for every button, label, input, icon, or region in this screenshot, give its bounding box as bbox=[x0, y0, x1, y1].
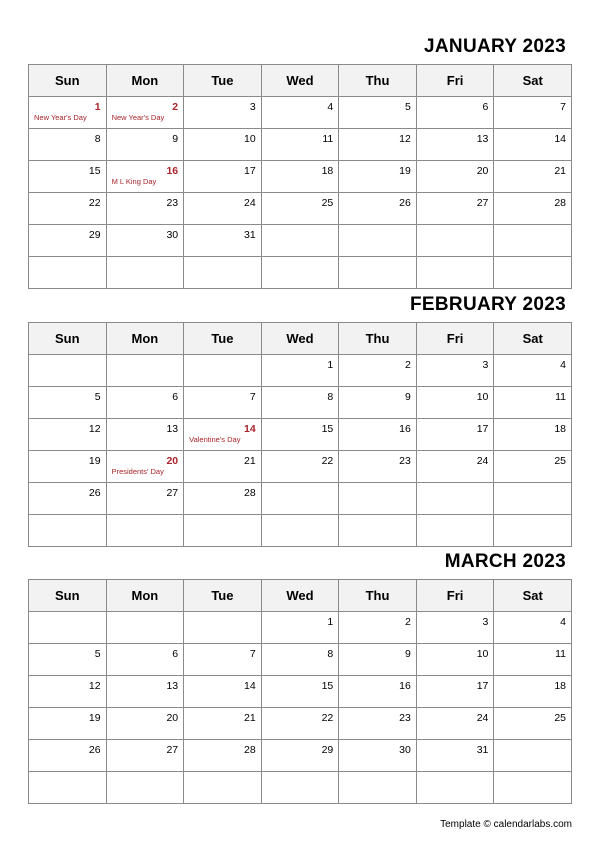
day-cell bbox=[339, 644, 417, 676]
day-cell bbox=[184, 161, 262, 193]
day-number: 26 bbox=[399, 197, 411, 209]
calendar-grid bbox=[28, 64, 572, 289]
day-cell bbox=[416, 225, 494, 257]
day-cell bbox=[261, 483, 339, 515]
week-row bbox=[29, 355, 572, 387]
day-cell bbox=[106, 129, 184, 161]
weekday-header: Thu bbox=[339, 323, 417, 355]
day-number: 9 bbox=[404, 648, 411, 660]
day-number: 3 bbox=[482, 616, 489, 628]
day-cell bbox=[184, 708, 262, 740]
day-cell bbox=[494, 129, 572, 161]
day-cell bbox=[416, 257, 494, 289]
day-number: 30 bbox=[166, 229, 179, 241]
day-cell bbox=[184, 772, 262, 804]
day-cell bbox=[29, 419, 107, 451]
day-number: 27 bbox=[166, 487, 179, 499]
day-cell bbox=[261, 355, 339, 387]
day-number: 11 bbox=[322, 133, 334, 145]
day-cell bbox=[339, 193, 417, 225]
day-cell bbox=[339, 225, 417, 257]
day-number: 3 bbox=[249, 101, 256, 113]
day-cell bbox=[184, 193, 262, 225]
day-cell bbox=[106, 708, 184, 740]
day-cell bbox=[106, 676, 184, 708]
day-cell bbox=[29, 515, 107, 547]
day-number: 3 bbox=[482, 359, 489, 371]
day-cell bbox=[261, 740, 339, 772]
day-cell bbox=[106, 193, 184, 225]
day-cell bbox=[494, 676, 572, 708]
week-row bbox=[29, 708, 572, 740]
day-cell bbox=[339, 257, 417, 289]
day-cell bbox=[339, 129, 417, 161]
day-cell bbox=[261, 515, 339, 547]
day-cell bbox=[416, 355, 494, 387]
day-cell bbox=[184, 225, 262, 257]
weekday-header: Thu bbox=[339, 65, 417, 97]
day-cell bbox=[494, 451, 572, 483]
day-number: 31 bbox=[244, 229, 256, 241]
month-title: FEBRUARY 2023 bbox=[410, 294, 566, 315]
day-cell bbox=[494, 644, 572, 676]
weekday-header: Sun bbox=[29, 580, 107, 612]
day-number: 11 bbox=[555, 391, 566, 403]
day-number: 15 bbox=[88, 165, 101, 177]
weekday-header: Wed bbox=[261, 580, 339, 612]
day-number: 21 bbox=[554, 165, 566, 177]
day-cell bbox=[261, 161, 339, 193]
day-cell bbox=[416, 419, 494, 451]
calendar-grid bbox=[28, 322, 572, 547]
day-cell bbox=[106, 419, 184, 451]
day-number: 6 bbox=[172, 391, 179, 403]
week-row bbox=[29, 419, 572, 451]
day-cell bbox=[106, 257, 184, 289]
weekday-header: Wed bbox=[261, 65, 339, 97]
weekday-header: Fri bbox=[416, 65, 494, 97]
day-cell bbox=[416, 708, 494, 740]
day-cell bbox=[184, 451, 262, 483]
day-number: 29 bbox=[321, 744, 334, 756]
day-cell bbox=[494, 515, 572, 547]
day-number: 19 bbox=[88, 455, 101, 467]
day-cell bbox=[261, 708, 339, 740]
day-cell bbox=[416, 161, 494, 193]
day-cell bbox=[261, 97, 339, 129]
day-cell bbox=[29, 387, 107, 419]
week-row bbox=[29, 612, 572, 644]
day-number: 8 bbox=[327, 648, 334, 660]
day-cell bbox=[494, 740, 572, 772]
day-number: 29 bbox=[88, 229, 101, 241]
week-row bbox=[29, 161, 572, 193]
day-number: 30 bbox=[399, 744, 411, 756]
day-cell bbox=[339, 97, 417, 129]
day-number: 25 bbox=[554, 455, 566, 467]
day-number: 12 bbox=[88, 680, 101, 692]
weekday-header: Fri bbox=[416, 580, 494, 612]
day-number: 20 bbox=[166, 455, 179, 467]
day-number: 2 bbox=[404, 616, 411, 628]
day-cell bbox=[29, 676, 107, 708]
day-cell bbox=[416, 97, 494, 129]
day-number: 28 bbox=[244, 487, 256, 499]
day-cell bbox=[29, 483, 107, 515]
day-cell bbox=[494, 225, 572, 257]
day-number: 8 bbox=[327, 391, 334, 403]
day-cell bbox=[29, 97, 107, 129]
day-number: 23 bbox=[166, 197, 179, 209]
day-number: 4 bbox=[560, 359, 566, 371]
holiday-label: New Year's Day bbox=[34, 113, 87, 122]
weekday-header: Sat bbox=[494, 65, 572, 97]
day-cell bbox=[184, 355, 262, 387]
day-number: 16 bbox=[399, 680, 411, 692]
day-cell bbox=[106, 355, 184, 387]
day-cell bbox=[494, 772, 572, 804]
week-row bbox=[29, 515, 572, 547]
day-number: 2 bbox=[404, 359, 411, 371]
day-cell bbox=[416, 129, 494, 161]
day-cell bbox=[494, 387, 572, 419]
day-cell bbox=[106, 97, 184, 129]
day-number: 17 bbox=[244, 165, 256, 177]
week-row bbox=[29, 225, 572, 257]
day-number: 19 bbox=[88, 712, 101, 724]
day-number: 1 bbox=[94, 101, 101, 113]
day-number: 13 bbox=[166, 423, 179, 435]
day-cell bbox=[261, 129, 339, 161]
day-number: 11 bbox=[555, 648, 566, 660]
day-cell bbox=[106, 772, 184, 804]
day-number: 24 bbox=[476, 455, 489, 467]
day-cell bbox=[339, 612, 417, 644]
day-cell bbox=[106, 644, 184, 676]
day-number: 7 bbox=[560, 101, 566, 113]
day-cell bbox=[261, 225, 339, 257]
day-number: 18 bbox=[321, 165, 334, 177]
day-number: 20 bbox=[166, 712, 179, 724]
day-number: 13 bbox=[476, 133, 489, 145]
week-row bbox=[29, 483, 572, 515]
day-cell bbox=[339, 387, 417, 419]
day-cell bbox=[339, 772, 417, 804]
day-cell bbox=[339, 515, 417, 547]
day-number: 7 bbox=[249, 391, 256, 403]
day-number: 14 bbox=[554, 133, 566, 145]
day-number: 12 bbox=[88, 423, 101, 435]
day-cell bbox=[494, 708, 572, 740]
day-number: 15 bbox=[321, 423, 334, 435]
day-cell bbox=[29, 129, 107, 161]
day-cell bbox=[416, 772, 494, 804]
day-cell bbox=[29, 225, 107, 257]
day-number: 22 bbox=[321, 455, 334, 467]
day-cell bbox=[339, 451, 417, 483]
day-number: 25 bbox=[321, 197, 334, 209]
day-cell bbox=[261, 257, 339, 289]
day-cell bbox=[416, 515, 494, 547]
day-cell bbox=[106, 161, 184, 193]
calendar-grid bbox=[28, 579, 572, 804]
day-number: 1 bbox=[327, 359, 334, 371]
day-cell bbox=[261, 612, 339, 644]
day-number: 1 bbox=[327, 616, 334, 628]
day-number: 7 bbox=[249, 648, 256, 660]
day-cell bbox=[184, 387, 262, 419]
day-number: 23 bbox=[399, 712, 411, 724]
day-number: 16 bbox=[399, 423, 411, 435]
day-number: 12 bbox=[399, 133, 411, 145]
day-cell bbox=[29, 612, 107, 644]
day-cell bbox=[494, 161, 572, 193]
day-cell bbox=[29, 451, 107, 483]
day-cell bbox=[416, 387, 494, 419]
day-number: 10 bbox=[244, 133, 256, 145]
weekday-header: Tue bbox=[184, 65, 262, 97]
day-cell bbox=[29, 644, 107, 676]
day-cell bbox=[184, 129, 262, 161]
day-number: 18 bbox=[554, 680, 566, 692]
day-cell bbox=[494, 193, 572, 225]
day-number: 28 bbox=[244, 744, 256, 756]
day-number: 9 bbox=[404, 391, 411, 403]
week-row bbox=[29, 451, 572, 483]
day-number: 15 bbox=[321, 680, 334, 692]
day-number: 21 bbox=[244, 712, 256, 724]
day-number: 26 bbox=[88, 487, 101, 499]
month-title: MARCH 2023 bbox=[444, 551, 566, 572]
day-number: 17 bbox=[476, 680, 489, 692]
day-cell bbox=[339, 740, 417, 772]
weekday-header: Tue bbox=[184, 323, 262, 355]
weekday-header: Tue bbox=[184, 580, 262, 612]
day-cell bbox=[184, 676, 262, 708]
day-cell bbox=[261, 451, 339, 483]
weekday-header: Sun bbox=[29, 323, 107, 355]
weekday-header: Wed bbox=[261, 323, 339, 355]
day-cell bbox=[416, 676, 494, 708]
day-number: 10 bbox=[476, 648, 489, 660]
week-row bbox=[29, 193, 572, 225]
day-cell bbox=[339, 676, 417, 708]
holiday-label: Valentine's Day bbox=[189, 435, 241, 444]
day-cell bbox=[339, 419, 417, 451]
day-cell bbox=[494, 612, 572, 644]
day-number: 27 bbox=[476, 197, 489, 209]
day-number: 5 bbox=[94, 391, 101, 403]
day-cell bbox=[184, 515, 262, 547]
day-cell bbox=[106, 740, 184, 772]
week-row bbox=[29, 676, 572, 708]
week-row bbox=[29, 387, 572, 419]
day-cell bbox=[261, 193, 339, 225]
week-row bbox=[29, 129, 572, 161]
weekday-header: Sat bbox=[494, 580, 572, 612]
day-cell bbox=[339, 708, 417, 740]
day-cell bbox=[494, 97, 572, 129]
day-cell bbox=[29, 772, 107, 804]
day-cell bbox=[29, 193, 107, 225]
footer-credit: Template © calendarlabs.com bbox=[440, 819, 572, 830]
holiday-label: M L King Day bbox=[111, 177, 157, 186]
day-cell bbox=[416, 644, 494, 676]
day-cell bbox=[261, 676, 339, 708]
day-cell bbox=[29, 355, 107, 387]
day-number: 4 bbox=[327, 101, 334, 113]
day-number: 22 bbox=[321, 712, 334, 724]
weekday-header: Mon bbox=[106, 323, 184, 355]
day-cell bbox=[339, 355, 417, 387]
day-cell bbox=[339, 483, 417, 515]
day-cell bbox=[184, 740, 262, 772]
day-number: 28 bbox=[554, 197, 566, 209]
day-cell bbox=[184, 644, 262, 676]
weekday-header: Sun bbox=[29, 65, 107, 97]
week-row bbox=[29, 97, 572, 129]
day-cell bbox=[261, 772, 339, 804]
day-cell bbox=[416, 612, 494, 644]
day-number: 31 bbox=[476, 744, 489, 756]
day-number: 4 bbox=[560, 616, 566, 628]
day-cell bbox=[184, 257, 262, 289]
day-number: 27 bbox=[166, 744, 179, 756]
holiday-label: New Year's Day bbox=[111, 113, 165, 122]
day-cell bbox=[106, 225, 184, 257]
weekday-header: Fri bbox=[416, 323, 494, 355]
day-number: 6 bbox=[172, 648, 179, 660]
day-number: 20 bbox=[476, 165, 489, 177]
day-number: 25 bbox=[554, 712, 566, 724]
day-number: 19 bbox=[399, 165, 411, 177]
day-cell bbox=[416, 193, 494, 225]
day-cell bbox=[339, 161, 417, 193]
month-title: JANUARY 2023 bbox=[424, 36, 566, 57]
holiday-label: Presidents' Day bbox=[111, 467, 164, 476]
weekday-header: Mon bbox=[106, 65, 184, 97]
day-number: 10 bbox=[476, 391, 489, 403]
day-number: 21 bbox=[244, 455, 256, 467]
day-number: 2 bbox=[172, 101, 179, 113]
day-cell bbox=[261, 387, 339, 419]
day-cell bbox=[29, 257, 107, 289]
day-cell bbox=[106, 612, 184, 644]
day-cell bbox=[494, 355, 572, 387]
day-cell bbox=[184, 483, 262, 515]
day-cell bbox=[184, 419, 262, 451]
day-cell bbox=[106, 451, 184, 483]
day-number: 23 bbox=[399, 455, 411, 467]
day-number: 24 bbox=[476, 712, 489, 724]
week-row bbox=[29, 257, 572, 289]
day-cell bbox=[106, 483, 184, 515]
week-row bbox=[29, 740, 572, 772]
day-number: 22 bbox=[88, 197, 101, 209]
day-number: 17 bbox=[476, 423, 489, 435]
week-row bbox=[29, 772, 572, 804]
day-cell bbox=[261, 644, 339, 676]
day-cell bbox=[29, 740, 107, 772]
day-cell bbox=[494, 257, 572, 289]
day-number: 16 bbox=[166, 165, 179, 177]
day-number: 13 bbox=[166, 680, 179, 692]
day-number: 5 bbox=[94, 648, 101, 660]
day-cell bbox=[416, 483, 494, 515]
day-number: 6 bbox=[482, 101, 489, 113]
day-cell bbox=[29, 161, 107, 193]
weekday-header: Mon bbox=[106, 580, 184, 612]
day-number: 24 bbox=[244, 197, 256, 209]
weekday-header: Sat bbox=[494, 323, 572, 355]
week-row bbox=[29, 644, 572, 676]
day-cell bbox=[29, 708, 107, 740]
day-cell bbox=[494, 483, 572, 515]
day-number: 14 bbox=[244, 423, 256, 435]
day-number: 5 bbox=[404, 101, 411, 113]
day-number: 8 bbox=[94, 133, 101, 145]
day-cell bbox=[261, 419, 339, 451]
day-cell bbox=[106, 515, 184, 547]
day-number: 18 bbox=[554, 423, 566, 435]
day-cell bbox=[184, 612, 262, 644]
day-number: 14 bbox=[244, 680, 256, 692]
day-number: 9 bbox=[172, 133, 179, 145]
weekday-header: Thu bbox=[339, 580, 417, 612]
day-cell bbox=[184, 97, 262, 129]
day-cell bbox=[416, 740, 494, 772]
day-cell bbox=[494, 419, 572, 451]
day-cell bbox=[416, 451, 494, 483]
day-number: 26 bbox=[88, 744, 101, 756]
day-cell bbox=[106, 387, 184, 419]
